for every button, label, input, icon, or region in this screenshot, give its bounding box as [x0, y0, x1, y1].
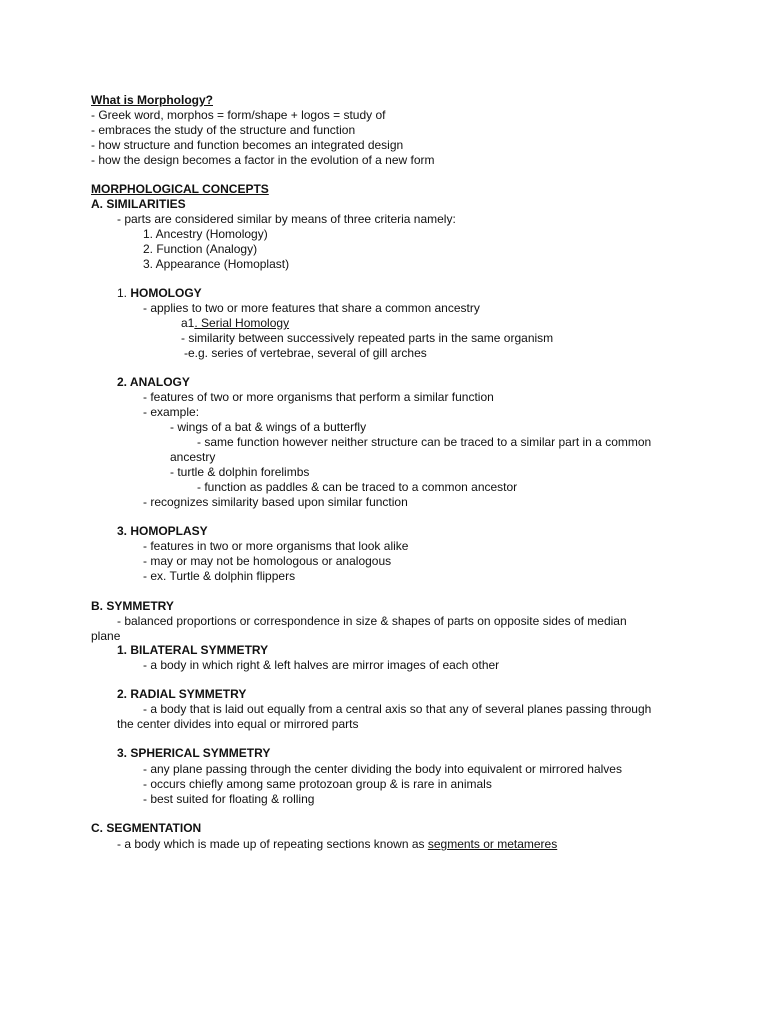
serial-homology-heading — [181, 316, 289, 331]
spherical-line: - best suited for floating & rolling — [143, 792, 315, 806]
homoplasy-heading: 3. HOMOPLASY — [117, 524, 208, 538]
similarities-heading: A. SIMILARITIES — [91, 197, 186, 211]
analogy-line: - example: — [143, 405, 200, 419]
analogy-line: - turtle & dolphin forelimbs — [170, 465, 310, 479]
morphology-bullet: - Greek word, morphos = form/shape + logos = study of — [91, 108, 386, 122]
homoplasy-line: - features in two or more organisms that look alike — [143, 539, 409, 553]
bilateral-heading: 1. BILATERAL SYMMETRY — [117, 643, 269, 657]
analogy-line: ancestry — [170, 450, 216, 464]
symmetry-line: - balanced proportions or correspondence in size & shapes of parts on opposite sides of median — [117, 614, 627, 628]
segments-term: segments or metameres — [427, 837, 558, 851]
spherical-line: - any plane passing through the center dividing the body into equivalent or mirrored halves — [143, 762, 622, 776]
radial-heading: 2. RADIAL SYMMETRY — [117, 687, 247, 701]
analogy-line: - features of two or more organisms that perform a similar function — [143, 390, 494, 404]
analogy-heading: 2. ANALOGY — [117, 375, 190, 389]
serial-homology-line: - similarity between successively repeated parts in the same organism — [181, 331, 554, 345]
segmentation-line — [117, 837, 557, 852]
spherical-heading: 3. SPHERICAL SYMMETRY — [117, 746, 271, 760]
bilateral-line: - a body in which right & left halves are mirror images of each other — [143, 658, 500, 672]
morphology-heading: What is Morphology? — [91, 93, 213, 107]
criteria-item: 3. Appearance (Homoplast) — [143, 257, 290, 271]
homoplasy-line: - ex. Turtle & dolphin flippers — [143, 569, 296, 583]
morphology-bullet: - how the design becomes a factor in the evolution of a new form — [91, 153, 435, 167]
symmetry-heading: B. SYMMETRY — [91, 599, 174, 613]
segmentation-text: - a body which is made up of repeating sections known as — [117, 837, 428, 851]
homology-heading — [117, 286, 202, 301]
criteria-item: 1. Ancestry (Homology) — [143, 227, 268, 241]
criteria-item: 2. Function (Analogy) — [143, 242, 258, 256]
analogy-line: - recognizes similarity based upon similar function — [143, 495, 408, 509]
similarities-intro: - parts are considered similar by means of three criteria namely: — [117, 212, 456, 226]
analogy-line: - function as paddles & can be traced to a common ancestor — [197, 480, 518, 494]
radial-line: the center divides into equal or mirrored parts — [117, 717, 359, 731]
analogy-line: - same function however neither structure can be traced to a similar part in a common — [197, 435, 652, 449]
homoplasy-line: - may or may not be homologous or analogous — [143, 554, 392, 568]
concepts-heading: MORPHOLOGICAL CONCEPTS — [91, 182, 269, 196]
homology-line: - applies to two or more features that share a common ancestry — [143, 301, 480, 315]
serial-homology-line: -e.g. series of vertebrae, several of gill arches — [184, 346, 427, 360]
serial-homology-title: . Serial Homology — [194, 316, 290, 330]
analogy-line: - wings of a bat & wings of a butterfly — [170, 420, 367, 434]
serial-homology-prefix: a1 — [181, 316, 195, 330]
homology-number: 1. — [117, 286, 131, 300]
spherical-line: - occurs chiefly among same protozoan group & is rare in animals — [143, 777, 492, 791]
symmetry-line: plane — [91, 629, 121, 643]
homology-title: HOMOLOGY — [130, 286, 202, 300]
radial-line: - a body that is laid out equally from a central axis so that any of several planes passing through — [143, 702, 652, 716]
segmentation-heading: C. SEGMENTATION — [91, 821, 202, 835]
morphology-bullet: - how structure and function becomes an integrated design — [91, 138, 404, 152]
morphology-bullet: - embraces the study of the structure and function — [91, 123, 356, 137]
